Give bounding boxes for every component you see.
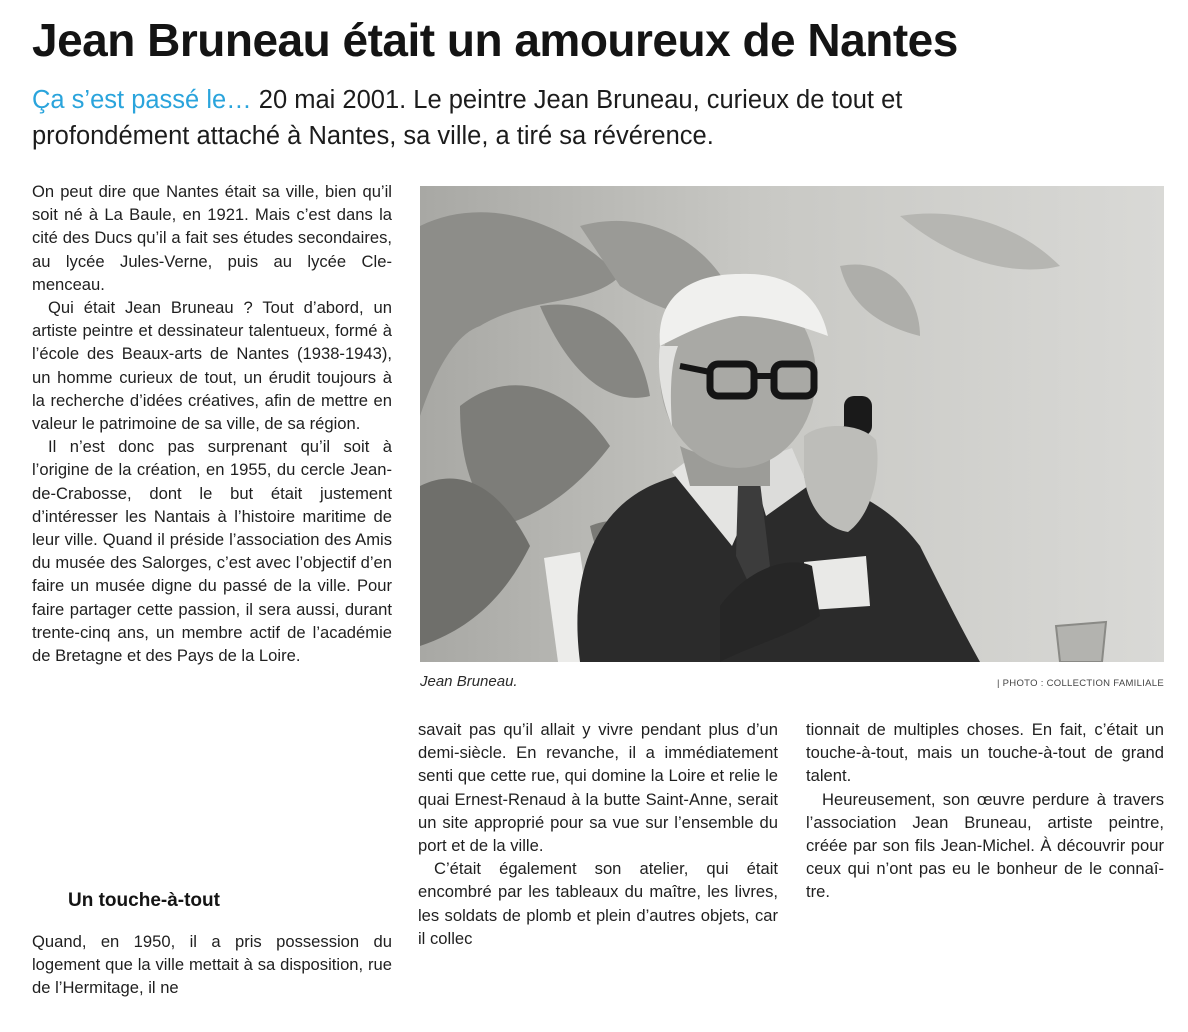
paragraph: Heureusement, son œuvre perdure à travers l’association Jean Bruneau, artiste peintre, créée par son fils Jean-Michel. À découvrir pour ceux qui n’ont pas eu le bonheur de le connaître. (806, 789, 1164, 902)
paragraph: C’était également son atelier, qui était encombré par les tableaux du maître, les livres, les soldats de plomb et plein d’autres objets, car il collec (418, 859, 778, 948)
portrait-photo (420, 186, 1164, 662)
column-2 (418, 718, 778, 950)
lead-paragraph (32, 82, 1052, 154)
paragraph: On peut dire que Nantes était sa ville, bien qu’il soit né à La Baule, en 1921. Mais c’est dans la cité des Ducs qu’il a fait ses études secondaires, au lycée Jules-Verne, puis au lycée Clemenceau. (32, 182, 392, 294)
lead-text: 20 mai 2001. Le peintre Jean Bruneau, curieux de tout et profondément attaché à Nantes, sa ville, a tiré sa révérence. (32, 86, 903, 150)
paragraph: Il n’est donc pas surprenant qu’il soit à l’origine de la création, en 1955, du cercle Jean-de-Crabosse, dont le but était justement d’intéresser les Nantais à l’histoire maritime de leur ville. Quand il préside l’association des Amis du musée des Salorges, c’est avec l’objectif d’en faire un musée digne du passé de la ville. Pour faire partager cette passion, il sera aussi, durant trente-cinq ans, un membre actif de l’académie de Bretagne et des Pays de la Loire. (32, 437, 392, 666)
column-1 (32, 180, 392, 667)
column-1-continued (32, 930, 392, 1000)
paragraph: savait pas qu’il allait y vivre pendant plus d’un demi-siècle. En revanche, il a immédiatement senti que cette rue, qui domine la Loire et relie le quai Ernest-Renaud à la butte Saint-Anne, serait un site approprié pour sa vue sur l’ensemble du port et de la ville. (418, 720, 778, 856)
lead-kicker: Ça s’est passé le… (32, 86, 252, 114)
paragraph: Qui était Jean Bruneau ? Tout d’abord, un artiste peintre et dessinateur talentueux, formé à l’école des Beaux-arts de Nantes (1938-1943), un homme curieux de tout, un érudit toujours à la recherche d’idées créatives, afin de mettre en valeur le patrimoine de sa ville, de sa région. (32, 298, 392, 434)
headline: Jean Bruneau était un amoureux de Nantes (32, 14, 958, 66)
subheading: Un touche-à-tout (68, 890, 220, 911)
photo-illustration (420, 186, 1164, 662)
photo-credit: | PHOTO : COLLECTION FAMILIALE (996, 678, 1164, 689)
column-3 (806, 718, 1164, 904)
paragraph: Quand, en 1950, il a pris possession du logement que la ville mettait à sa disposition, rue de l’Hermitage, il ne (32, 932, 392, 998)
paragraph: tionnait de multiples choses. En fait, c’était un touche-à-tout, mais un touche-à-tout de grand talent. (806, 720, 1164, 786)
photo-caption: Jean Bruneau. (420, 673, 518, 690)
